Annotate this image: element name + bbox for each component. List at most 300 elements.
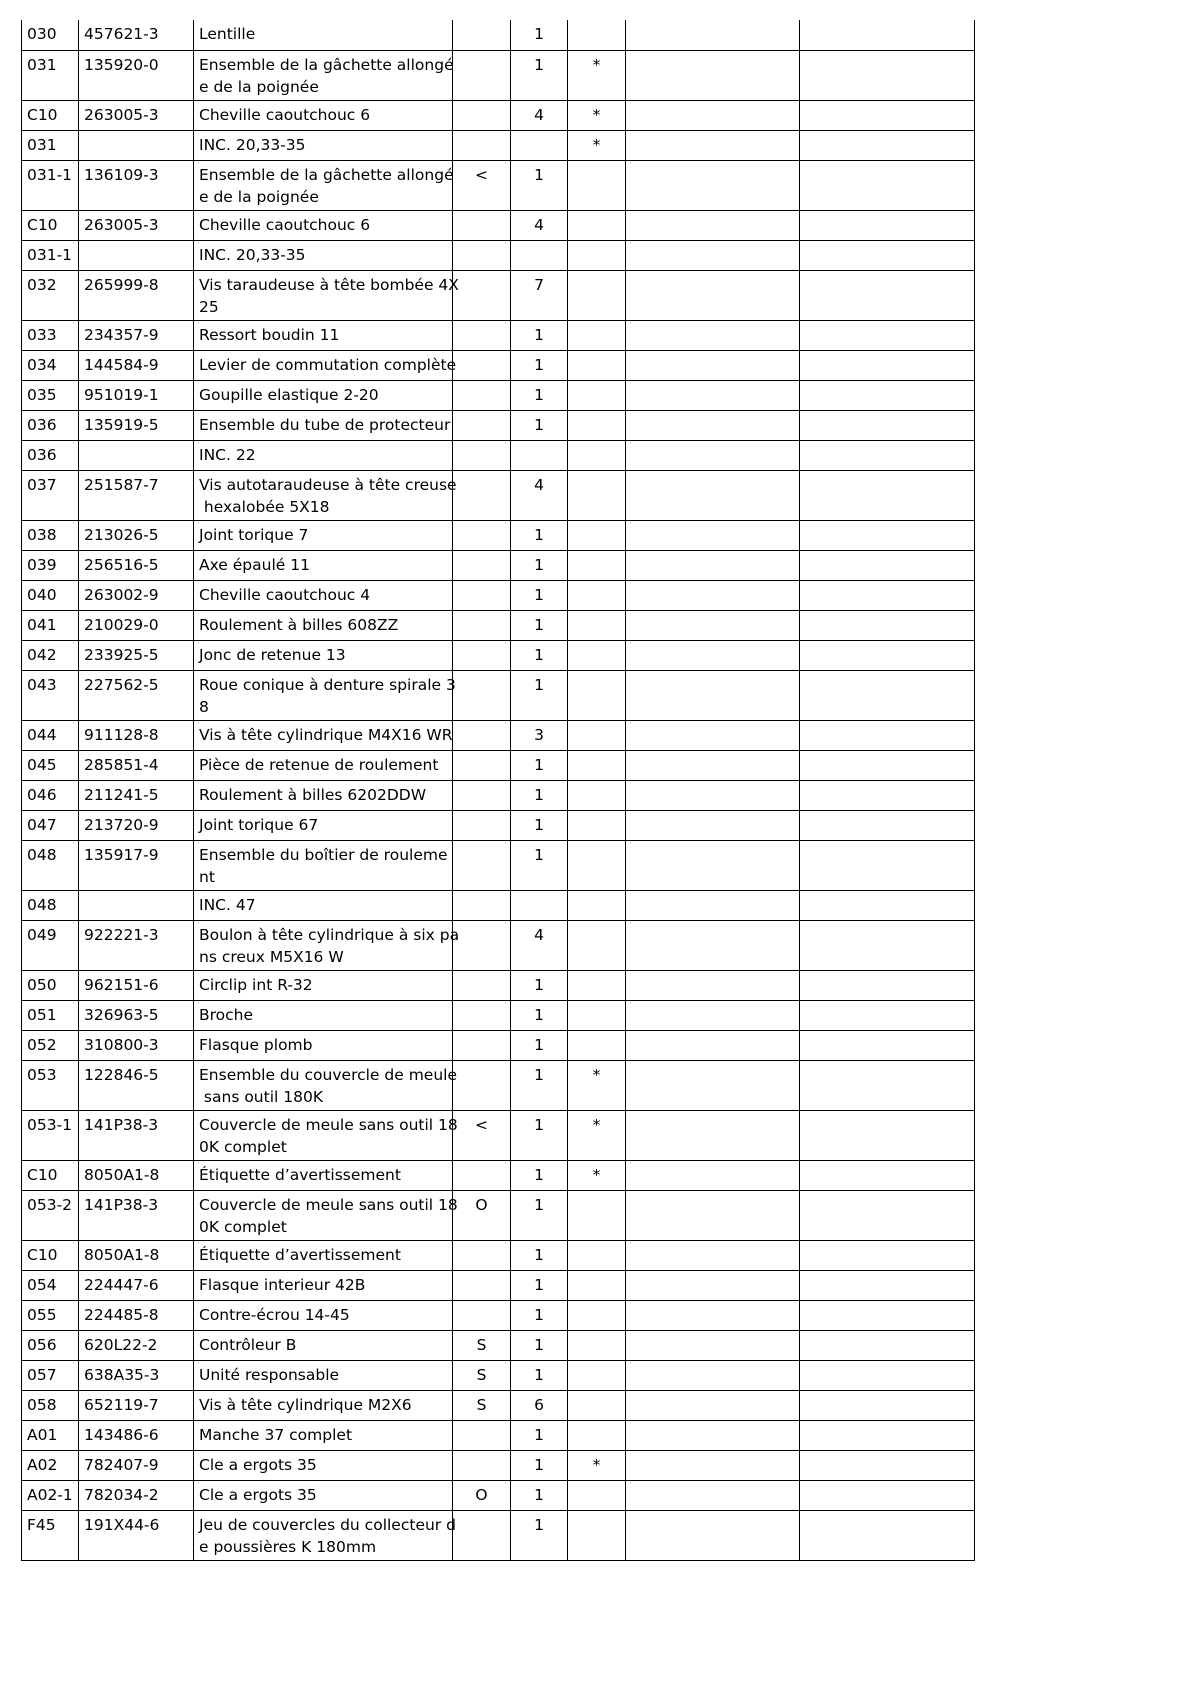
supply-code-cell — [453, 970, 511, 1000]
description-cell: Couvercle de meule sans outil 18 0K complet — [194, 1190, 453, 1240]
mark-cell — [568, 270, 626, 320]
note-cell-1 — [626, 840, 800, 890]
part-number-cell: 144584-9 — [79, 350, 194, 380]
note-cell-1 — [626, 810, 800, 840]
note-cell-1 — [626, 1110, 800, 1160]
quantity-cell: 1 — [511, 1510, 568, 1560]
mark-cell — [568, 1330, 626, 1360]
note-cell-2 — [800, 1110, 975, 1160]
supply-code-cell — [453, 640, 511, 670]
supply-code-cell — [453, 1270, 511, 1300]
item-number-cell: C10 — [22, 100, 79, 130]
description-cell: INC. 20,33-35 — [194, 240, 453, 270]
item-number-cell: 033 — [22, 320, 79, 350]
description-cell: Lentille — [194, 20, 453, 50]
item-number-cell: 053-2 — [22, 1190, 79, 1240]
quantity-cell: 4 — [511, 470, 568, 520]
note-cell-1 — [626, 440, 800, 470]
part-number-cell: 265999-8 — [79, 270, 194, 320]
quantity-cell: 1 — [511, 1300, 568, 1330]
quantity-cell: 1 — [511, 380, 568, 410]
quantity-cell: 3 — [511, 720, 568, 750]
quantity-cell: 1 — [511, 1110, 568, 1160]
quantity-cell: 4 — [511, 210, 568, 240]
description-cell: Vis taraudeuse à tête bombée 4X 25 — [194, 270, 453, 320]
quantity-cell — [511, 240, 568, 270]
table-row — [22, 720, 975, 750]
supply-code-cell: S — [453, 1360, 511, 1390]
description-cell: Unité responsable — [194, 1360, 453, 1390]
note-cell-2 — [800, 410, 975, 440]
note-cell-1 — [626, 270, 800, 320]
note-cell-1 — [626, 670, 800, 720]
table-row — [22, 640, 975, 670]
description-cell: Vis à tête cylindrique M4X16 WR — [194, 720, 453, 750]
part-number-cell: 224485-8 — [79, 1300, 194, 1330]
mark-cell — [568, 1480, 626, 1510]
description-cell: Flasque interieur 42B — [194, 1270, 453, 1300]
part-number-cell: 210029-0 — [79, 610, 194, 640]
item-number-cell: 030 — [22, 20, 79, 50]
note-cell-2 — [800, 550, 975, 580]
table-row — [22, 1030, 975, 1060]
mark-cell — [568, 1300, 626, 1330]
table-row — [22, 550, 975, 580]
note-cell-2 — [800, 210, 975, 240]
description-cell: Ensemble du tube de protecteur — [194, 410, 453, 440]
table-row — [22, 1060, 975, 1110]
note-cell-1 — [626, 1330, 800, 1360]
supply-code-cell: S — [453, 1390, 511, 1420]
note-cell-1 — [626, 1510, 800, 1560]
table-row — [22, 890, 975, 920]
part-number-cell: 256516-5 — [79, 550, 194, 580]
table-row — [22, 160, 975, 210]
supply-code-cell — [453, 1450, 511, 1480]
description-cell: Ensemble de la gâchette allongé e de la poignée — [194, 160, 453, 210]
mark-cell: * — [568, 1110, 626, 1160]
note-cell-2 — [800, 920, 975, 970]
table-row — [22, 440, 975, 470]
supply-code-cell — [453, 720, 511, 750]
supply-code-cell — [453, 320, 511, 350]
quantity-cell: 1 — [511, 1420, 568, 1450]
item-number-cell: A02 — [22, 1450, 79, 1480]
table-row — [22, 1270, 975, 1300]
description-cell: Manche 37 complet — [194, 1420, 453, 1450]
description-cell: INC. 47 — [194, 890, 453, 920]
description-cell: Étiquette d’avertissement — [194, 1240, 453, 1270]
description-cell: Contrôleur B — [194, 1330, 453, 1360]
description-cell: Ressort boudin 11 — [194, 320, 453, 350]
description-cell: Roulement à billes 6202DDW — [194, 780, 453, 810]
mark-cell: * — [568, 1450, 626, 1480]
mark-cell — [568, 970, 626, 1000]
quantity-cell: 1 — [511, 1160, 568, 1190]
note-cell-2 — [800, 1240, 975, 1270]
note-cell-2 — [800, 720, 975, 750]
parts-list-table — [21, 20, 975, 1561]
item-number-cell: 042 — [22, 640, 79, 670]
part-number-cell: 285851-4 — [79, 750, 194, 780]
item-number-cell: 053 — [22, 1060, 79, 1110]
table-row — [22, 320, 975, 350]
table-row — [22, 1360, 975, 1390]
mark-cell — [568, 1270, 626, 1300]
supply-code-cell — [453, 750, 511, 780]
part-number-cell: 8050A1-8 — [79, 1240, 194, 1270]
note-cell-2 — [800, 580, 975, 610]
note-cell-1 — [626, 50, 800, 100]
description-cell: Cle a ergots 35 — [194, 1480, 453, 1510]
mark-cell — [568, 640, 626, 670]
description-cell: Joint torique 67 — [194, 810, 453, 840]
quantity-cell: 1 — [511, 970, 568, 1000]
item-number-cell: 031 — [22, 50, 79, 100]
item-number-cell: 031 — [22, 130, 79, 160]
note-cell-1 — [626, 410, 800, 440]
supply-code-cell — [453, 50, 511, 100]
description-cell: Axe épaulé 11 — [194, 550, 453, 580]
quantity-cell: 1 — [511, 670, 568, 720]
table-row — [22, 610, 975, 640]
part-number-cell: 135919-5 — [79, 410, 194, 440]
item-number-cell: F45 — [22, 1510, 79, 1560]
part-number-cell: 911128-8 — [79, 720, 194, 750]
note-cell-1 — [626, 350, 800, 380]
mark-cell — [568, 1510, 626, 1560]
item-number-cell: 034 — [22, 350, 79, 380]
part-number-cell: 191X44-6 — [79, 1510, 194, 1560]
supply-code-cell — [453, 410, 511, 440]
part-number-cell: 638A35-3 — [79, 1360, 194, 1390]
part-number-cell: 135917-9 — [79, 840, 194, 890]
note-cell-2 — [800, 750, 975, 780]
description-cell: INC. 20,33-35 — [194, 130, 453, 160]
item-number-cell: 055 — [22, 1300, 79, 1330]
parts-list-body — [22, 20, 975, 1560]
note-cell-2 — [800, 1330, 975, 1360]
supply-code-cell — [453, 1510, 511, 1560]
table-row — [22, 270, 975, 320]
note-cell-2 — [800, 470, 975, 520]
mark-cell — [568, 1240, 626, 1270]
note-cell-2 — [800, 520, 975, 550]
note-cell-1 — [626, 780, 800, 810]
supply-code-cell — [453, 580, 511, 610]
note-cell-2 — [800, 1190, 975, 1240]
table-row — [22, 50, 975, 100]
note-cell-2 — [800, 970, 975, 1000]
table-row — [22, 1240, 975, 1270]
supply-code-cell — [453, 550, 511, 580]
mark-cell — [568, 580, 626, 610]
note-cell-2 — [800, 810, 975, 840]
item-number-cell: C10 — [22, 1240, 79, 1270]
mark-cell — [568, 810, 626, 840]
item-number-cell: 048 — [22, 840, 79, 890]
table-row — [22, 350, 975, 380]
part-number-cell: 136109-3 — [79, 160, 194, 210]
table-row — [22, 410, 975, 440]
part-number-cell: 141P38-3 — [79, 1190, 194, 1240]
description-cell: Contre-écrou 14-45 — [194, 1300, 453, 1330]
mark-cell — [568, 1420, 626, 1450]
table-row — [22, 970, 975, 1000]
mark-cell — [568, 350, 626, 380]
part-number-cell: 251587-7 — [79, 470, 194, 520]
item-number-cell: C10 — [22, 210, 79, 240]
table-row — [22, 210, 975, 240]
supply-code-cell — [453, 890, 511, 920]
quantity-cell: 1 — [511, 550, 568, 580]
part-number-cell: 141P38-3 — [79, 1110, 194, 1160]
part-number-cell: 962151-6 — [79, 970, 194, 1000]
table-row — [22, 1110, 975, 1160]
item-number-cell: 043 — [22, 670, 79, 720]
quantity-cell: 1 — [511, 520, 568, 550]
note-cell-2 — [800, 1300, 975, 1330]
supply-code-cell — [453, 1160, 511, 1190]
note-cell-1 — [626, 240, 800, 270]
note-cell-1 — [626, 1360, 800, 1390]
quantity-cell: 1 — [511, 50, 568, 100]
mark-cell — [568, 1000, 626, 1030]
part-number-cell: 782034-2 — [79, 1480, 194, 1510]
note-cell-1 — [626, 320, 800, 350]
description-cell: Joint torique 7 — [194, 520, 453, 550]
part-number-cell: 782407-9 — [79, 1450, 194, 1480]
mark-cell — [568, 380, 626, 410]
mark-cell — [568, 750, 626, 780]
quantity-cell — [511, 130, 568, 160]
item-number-cell: 046 — [22, 780, 79, 810]
note-cell-1 — [626, 1000, 800, 1030]
quantity-cell: 1 — [511, 1270, 568, 1300]
mark-cell — [568, 520, 626, 550]
description-cell: Cle a ergots 35 — [194, 1450, 453, 1480]
table-row — [22, 470, 975, 520]
note-cell-2 — [800, 1360, 975, 1390]
part-number-cell: 227562-5 — [79, 670, 194, 720]
note-cell-2 — [800, 270, 975, 320]
supply-code-cell — [453, 520, 511, 550]
note-cell-1 — [626, 20, 800, 50]
table-row — [22, 1390, 975, 1420]
quantity-cell: 1 — [511, 780, 568, 810]
note-cell-2 — [800, 1480, 975, 1510]
mark-cell — [568, 780, 626, 810]
quantity-cell: 1 — [511, 1190, 568, 1240]
part-number-cell: 263005-3 — [79, 100, 194, 130]
item-number-cell: 044 — [22, 720, 79, 750]
quantity-cell: 1 — [511, 320, 568, 350]
table-row — [22, 810, 975, 840]
description-cell: Flasque plomb — [194, 1030, 453, 1060]
item-number-cell: 041 — [22, 610, 79, 640]
quantity-cell: 1 — [511, 1450, 568, 1480]
note-cell-2 — [800, 1390, 975, 1420]
note-cell-2 — [800, 780, 975, 810]
note-cell-2 — [800, 1420, 975, 1450]
mark-cell — [568, 920, 626, 970]
item-number-cell: 031-1 — [22, 240, 79, 270]
quantity-cell: 1 — [511, 160, 568, 210]
note-cell-1 — [626, 550, 800, 580]
supply-code-cell — [453, 380, 511, 410]
supply-code-cell — [453, 470, 511, 520]
mark-cell — [568, 410, 626, 440]
note-cell-1 — [626, 1240, 800, 1270]
mark-cell: * — [568, 100, 626, 130]
supply-code-cell — [453, 240, 511, 270]
part-number-cell: 951019-1 — [79, 380, 194, 410]
part-number-cell: 922221-3 — [79, 920, 194, 970]
supply-code-cell — [453, 1000, 511, 1030]
part-number-cell: 8050A1-8 — [79, 1160, 194, 1190]
table-row — [22, 520, 975, 550]
quantity-cell: 1 — [511, 1030, 568, 1060]
note-cell-1 — [626, 890, 800, 920]
note-cell-1 — [626, 1480, 800, 1510]
note-cell-1 — [626, 610, 800, 640]
table-row — [22, 920, 975, 970]
note-cell-2 — [800, 1160, 975, 1190]
quantity-cell: 1 — [511, 1000, 568, 1030]
note-cell-2 — [800, 890, 975, 920]
part-number-cell: 326963-5 — [79, 1000, 194, 1030]
part-number-cell: 310800-3 — [79, 1030, 194, 1060]
note-cell-2 — [800, 640, 975, 670]
description-cell: Cheville caoutchouc 4 — [194, 580, 453, 610]
part-number-cell: 122846-5 — [79, 1060, 194, 1110]
quantity-cell: 1 — [511, 1330, 568, 1360]
note-cell-2 — [800, 50, 975, 100]
item-number-cell: A01 — [22, 1420, 79, 1450]
supply-code-cell: < — [453, 1110, 511, 1160]
mark-cell — [568, 670, 626, 720]
quantity-cell — [511, 440, 568, 470]
note-cell-2 — [800, 100, 975, 130]
table-row — [22, 1330, 975, 1360]
supply-code-cell — [453, 270, 511, 320]
mark-cell: * — [568, 130, 626, 160]
part-number-cell: 211241-5 — [79, 780, 194, 810]
table-row — [22, 840, 975, 890]
note-cell-1 — [626, 1300, 800, 1330]
description-cell: Ensemble du boîtier de rouleme nt — [194, 840, 453, 890]
note-cell-1 — [626, 1390, 800, 1420]
part-number-cell: 213026-5 — [79, 520, 194, 550]
description-cell: Roue conique à denture spirale 3 8 — [194, 670, 453, 720]
item-number-cell: 049 — [22, 920, 79, 970]
table-row — [22, 670, 975, 720]
supply-code-cell — [453, 920, 511, 970]
part-number-cell: 263005-3 — [79, 210, 194, 240]
mark-cell — [568, 1390, 626, 1420]
note-cell-1 — [626, 520, 800, 550]
table-row — [22, 100, 975, 130]
mark-cell — [568, 320, 626, 350]
mark-cell: * — [568, 1160, 626, 1190]
note-cell-1 — [626, 970, 800, 1000]
part-number-cell — [79, 890, 194, 920]
note-cell-2 — [800, 1000, 975, 1030]
note-cell-2 — [800, 1510, 975, 1560]
table-row — [22, 750, 975, 780]
supply-code-cell — [453, 1060, 511, 1110]
supply-code-cell — [453, 1240, 511, 1270]
note-cell-1 — [626, 130, 800, 160]
item-number-cell: 036 — [22, 440, 79, 470]
note-cell-1 — [626, 720, 800, 750]
mark-cell: * — [568, 1060, 626, 1110]
note-cell-1 — [626, 100, 800, 130]
part-number-cell — [79, 240, 194, 270]
quantity-cell: 1 — [511, 840, 568, 890]
item-number-cell: 037 — [22, 470, 79, 520]
part-number-cell: 457621-3 — [79, 20, 194, 50]
note-cell-2 — [800, 610, 975, 640]
part-number-cell: 652119-7 — [79, 1390, 194, 1420]
part-number-cell: 224447-6 — [79, 1270, 194, 1300]
item-number-cell: 058 — [22, 1390, 79, 1420]
note-cell-2 — [800, 350, 975, 380]
note-cell-2 — [800, 380, 975, 410]
quantity-cell: 1 — [511, 410, 568, 440]
note-cell-2 — [800, 440, 975, 470]
item-number-cell: 054 — [22, 1270, 79, 1300]
supply-code-cell — [453, 350, 511, 380]
table-row — [22, 1000, 975, 1030]
part-number-cell: 620L22-2 — [79, 1330, 194, 1360]
mark-cell — [568, 720, 626, 750]
part-number-cell — [79, 440, 194, 470]
part-number-cell: 234357-9 — [79, 320, 194, 350]
note-cell-1 — [626, 380, 800, 410]
supply-code-cell — [453, 610, 511, 640]
quantity-cell: 1 — [511, 750, 568, 780]
note-cell-2 — [800, 320, 975, 350]
note-cell-1 — [626, 160, 800, 210]
description-cell: Cheville caoutchouc 6 — [194, 210, 453, 240]
supply-code-cell: O — [453, 1480, 511, 1510]
supply-code-cell — [453, 1030, 511, 1060]
quantity-cell: 6 — [511, 1390, 568, 1420]
mark-cell — [568, 20, 626, 50]
supply-code-cell — [453, 810, 511, 840]
note-cell-2 — [800, 160, 975, 210]
item-number-cell: 035 — [22, 380, 79, 410]
item-number-cell: 038 — [22, 520, 79, 550]
note-cell-1 — [626, 1420, 800, 1450]
table-row — [22, 580, 975, 610]
quantity-cell: 1 — [511, 610, 568, 640]
note-cell-1 — [626, 1190, 800, 1240]
quantity-cell: 1 — [511, 640, 568, 670]
quantity-cell: 4 — [511, 920, 568, 970]
part-number-cell: 135920-0 — [79, 50, 194, 100]
note-cell-1 — [626, 920, 800, 970]
note-cell-2 — [800, 1030, 975, 1060]
description-cell: Pièce de retenue de roulement — [194, 750, 453, 780]
note-cell-2 — [800, 240, 975, 270]
mark-cell — [568, 1360, 626, 1390]
part-number-cell: 263002-9 — [79, 580, 194, 610]
description-cell: Ensemble du couvercle de meule sans outil 180K — [194, 1060, 453, 1110]
mark-cell — [568, 610, 626, 640]
supply-code-cell: S — [453, 1330, 511, 1360]
